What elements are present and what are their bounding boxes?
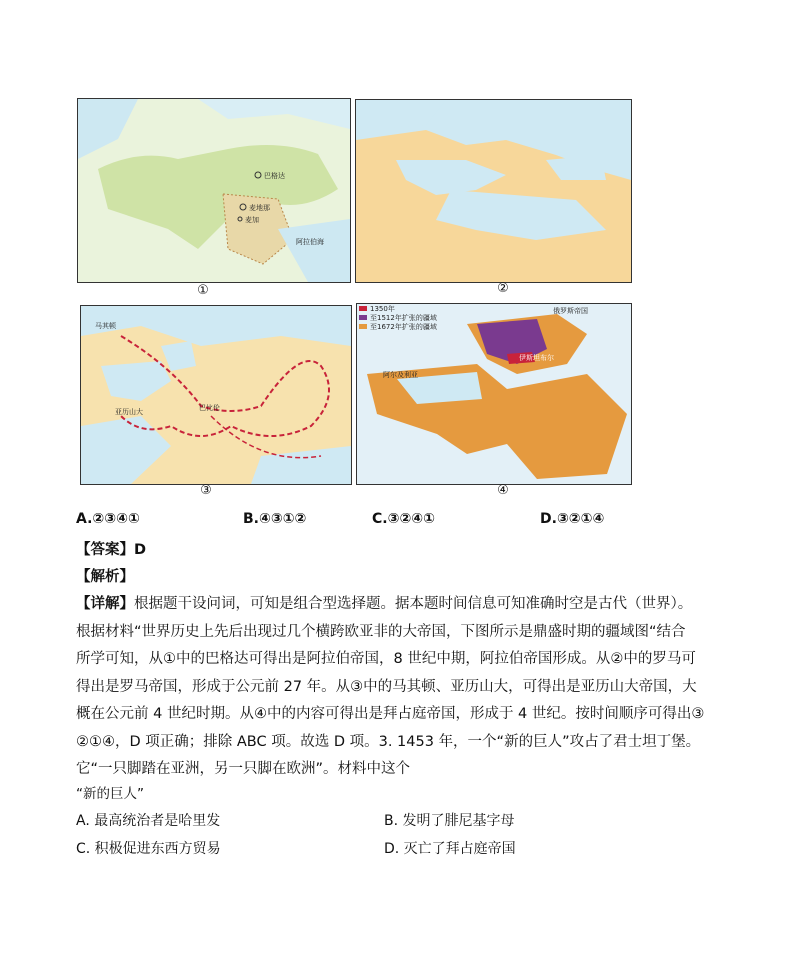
detail-tag: 【详解】 xyxy=(76,596,134,612)
analysis-tag: 【解析】 xyxy=(76,569,134,585)
map-ottoman-empire xyxy=(356,303,632,485)
answer-value: D xyxy=(134,542,147,558)
map-number-1: ① xyxy=(197,283,209,298)
label-russia: 俄罗斯帝国 xyxy=(553,307,588,315)
choice-b[interactable]: B. 发明了腓尼基字母 xyxy=(384,813,515,829)
detail-line-6: ②①④，D 项正确；排除 ABC 项。故选 D 项。3. 1453 年，一个“新的巨人”攻占了君士坦丁堡。 xyxy=(76,734,701,750)
label-baghdad: 巴格达 xyxy=(264,172,285,180)
detail-text-1: 根据题干设问词，可知是组合型选择题。据本题时间信息可知准确时空是古代（世界）。 xyxy=(134,596,693,612)
detail-line-1 xyxy=(76,592,692,613)
choice-d[interactable]: D. 灭亡了拜占庭帝国 xyxy=(384,841,516,857)
legend-1512: 至1512年扩张的疆域 xyxy=(370,314,437,322)
choice-a[interactable]: A. 最高统治者是哈里发 xyxy=(76,813,221,829)
option-c[interactable]: C.③②④① xyxy=(372,511,436,527)
map-arab-empire-graphic xyxy=(78,99,350,282)
detail-line-8: “新的巨人” xyxy=(76,786,144,802)
label-alexandria: 亚历山大 xyxy=(115,408,143,416)
map-arab-empire xyxy=(77,98,351,283)
label-macedon: 马其顿 xyxy=(95,322,116,330)
legend-1350: 1350年 xyxy=(370,305,395,313)
detail-line-7: 它“一只脚踏在亚洲，另一只脚在欧洲”。材料中这个 xyxy=(76,761,411,777)
map-number-2: ② xyxy=(497,281,509,296)
map-alexander-empire-graphic xyxy=(81,306,351,484)
option-d[interactable]: D.③②①④ xyxy=(540,511,605,527)
label-mecca: 麦加 xyxy=(245,216,259,224)
answer-tag: 【答案】 xyxy=(76,542,134,558)
detail-line-3: 所学可知，从①中的巴格达可得出是阿拉伯帝国，8 世纪中期，阿拉伯帝国形成。从②中的罗马可 xyxy=(76,651,696,667)
map-roman-empire xyxy=(355,99,632,283)
map-ottoman-empire-graphic xyxy=(357,304,631,484)
answer-line xyxy=(76,538,146,559)
choice-c[interactable]: C. 积极促进东西方贸易 xyxy=(76,841,221,857)
map-alexander-empire xyxy=(80,305,352,485)
detail-line-2: 根据材料“世界历史上先后出现过几个横跨欧亚非的大帝国，下图所示是鼎盛时期的疆域图“结合 xyxy=(76,624,686,640)
label-babylon: 巴比伦 xyxy=(199,404,220,412)
label-istanbul: 伊斯坦布尔 xyxy=(519,354,554,362)
legend-1672: 至1672年扩张的疆域 xyxy=(370,323,437,331)
option-b[interactable]: B.④③①② xyxy=(243,511,307,527)
map-roman-empire-graphic xyxy=(356,100,631,282)
detail-line-5: 概在公元前 4 世纪时期。从④中的内容可得出是拜占庭帝国，形成于 4 世纪。按时间顺序可得出③ xyxy=(76,706,705,722)
label-arabian-sea: 阿拉伯海 xyxy=(296,238,324,246)
option-a[interactable]: A.②③④① xyxy=(76,511,140,527)
label-medina: 麦地那 xyxy=(249,204,270,212)
map-number-3: ③ xyxy=(200,483,212,498)
detail-line-4: 得出是罗马帝国，形成于公元前 27 年。从③中的马其顿、亚历山大，可得出是亚历山大帝国，大 xyxy=(76,679,697,695)
label-algeria: 阿尔及利亚 xyxy=(383,371,418,379)
map-number-4: ④ xyxy=(497,483,509,498)
